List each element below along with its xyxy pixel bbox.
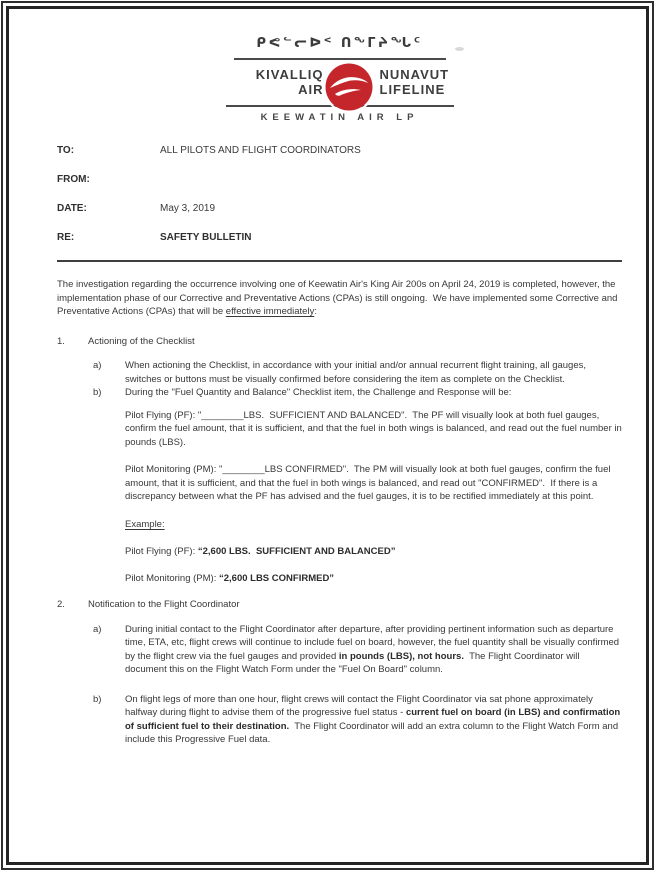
section-1-item-a [93,359,622,386]
section-1-title: Actioning of the Checklist [88,335,195,347]
example-pf-line [125,545,622,559]
item-b-part1: On flight legs of more than one hour, flight crews will contact the Flight Coordinator via sat phone approximately halfway during flight to advise them of the progressive fuel status - [125,693,596,718]
logo-brand-left [236,67,324,97]
pilot-flying-paragraph: Pilot Flying (PF): "________LBS. SUFFICIENT AND BALANCED". The PF will visually look at both fuel gauges, confirm the fuel amount, that it is sufficient, and that the fuel in both wings is balanced, and read out the fuel number in pounds (LBS). [125,409,625,448]
item-b-part2: The Flight Coordinator will add an extra column to the Flight Watch Form and include this Progressive Fuel data. [125,720,621,745]
intro-colon: : [314,306,317,317]
scan-inner-border [6,6,649,865]
to-value: ALL PILOTS AND FLIGHT COORDINATORS [160,145,361,156]
section-2-item-a [93,623,622,677]
example-pf-callout: “2,600 LBS. SUFFICIENT AND BALANCED” [197,545,396,557]
airline-emblem-icon [325,63,373,111]
date-label: DATE: [57,203,87,214]
example-block [125,504,622,586]
from-label: FROM: [57,174,90,185]
intro-underlined-text: effective immediately [225,306,315,317]
logo-air-text: AIR [298,82,324,97]
to-label: TO: [57,145,75,156]
logo-syllabics-text: ᑭᕙᓪᓕᐅᑉ ᑎᖕᒥᔨᖓᑦ [256,36,423,51]
item-b-letter: b) [93,387,102,398]
memo-row-date [57,202,622,215]
item-a-text: When actioning the Checklist, in accordance with your initial and/or annual recurrent flight training, all gauges, switches or buttons must be visually confirmed before considering the item as complete on the Checklist. [125,360,589,385]
company-logo [220,36,460,128]
scan-outer-border [1,1,654,870]
section-2-number: 2. [57,599,65,610]
example-pm-prefix: Pilot Monitoring (PM): [125,572,219,584]
logo-brand-right [380,67,470,97]
item-b-letter: b) [93,693,102,705]
date-value: May 3, 2019 [160,203,216,214]
item-b-bold-text: current fuel on board (in LBS) and confirmation of sufficient fuel to their destination. [125,707,623,732]
pilot-monitoring-paragraph: Pilot Monitoring (PM): "________LBS CONFIRMED". The PM will visually look at both fuel gauges, confirm the fuel amount, that it is sufficient, and that the fuel in both wings is balanced, and read out "CONFIRMED". If there is a discrepancy between what the PF has advised and the fuel gauges, it is to be rectified immediately at this point. [125,464,614,502]
logo-keewatin-text: KEEWATIN AIR LP [260,112,419,123]
header-divider-rule [57,260,622,262]
logo-rule-top [234,58,446,60]
item-b-text: During the "Fuel Quantity and Balance" Checklist item, the Challenge and Response will be: [125,387,512,398]
memo-header [57,144,622,244]
memo-body [57,278,625,747]
item-a-bold-text: in pounds (LBS), not hours. [338,650,464,662]
intro-paragraph [57,278,622,319]
section-1-number: 1. [57,335,65,347]
re-label: RE: [57,232,75,243]
item-a-text [125,623,622,677]
item-a-part2: The Flight Coordinator will document this on the Flight Watch Form under the "Fuel On Board" column. [125,650,583,675]
memo-row-to [57,144,622,157]
item-b-text [125,693,622,747]
re-value: SAFETY BULLETIN [160,232,252,243]
section-1-item-b [93,386,622,400]
logo-lifeline-text: LIFELINE [379,82,446,97]
section-2-item-b [93,693,622,747]
from-value [160,173,622,186]
section-2-heading [57,598,622,612]
section-1-heading [57,335,622,349]
item-a-part1: During initial contact to the Flight Coordinator after departure, after providing pertinent information such as departure time, ETA, etc, flight crews will continue to include fuel on board, however, the fuel quantity shall be visually confirmed by the flight crew via the fuel gauges and provided [125,623,622,662]
logo-nunavut-text: NUNAVUT [379,67,450,82]
section-2-title: Notification to the Flight Coordinator [88,599,240,610]
example-pm-line [125,572,622,586]
example-label: Example: [125,518,165,530]
memo-row-re [57,231,622,244]
intro-text: The investigation regarding the occurrence involving one of Keewatin Air's King Air 200s on April 24, 2019 is completed, however, the implementation phase of our Corrective and Preventative Actions (CPAs) is still ongoing. We have implemented some Corrective and Preventative Actions (CPAs) that will be [57,279,621,317]
example-pm-callout: “2,600 LBS CONFIRMED” [218,572,335,584]
example-pf-prefix: Pilot Flying (PF): [125,545,198,557]
logo-kivalliq-text: KIVALLIQ [255,67,324,82]
item-a-letter: a) [93,360,102,371]
memo-row-from [57,173,622,186]
item-a-letter: a) [93,623,102,635]
